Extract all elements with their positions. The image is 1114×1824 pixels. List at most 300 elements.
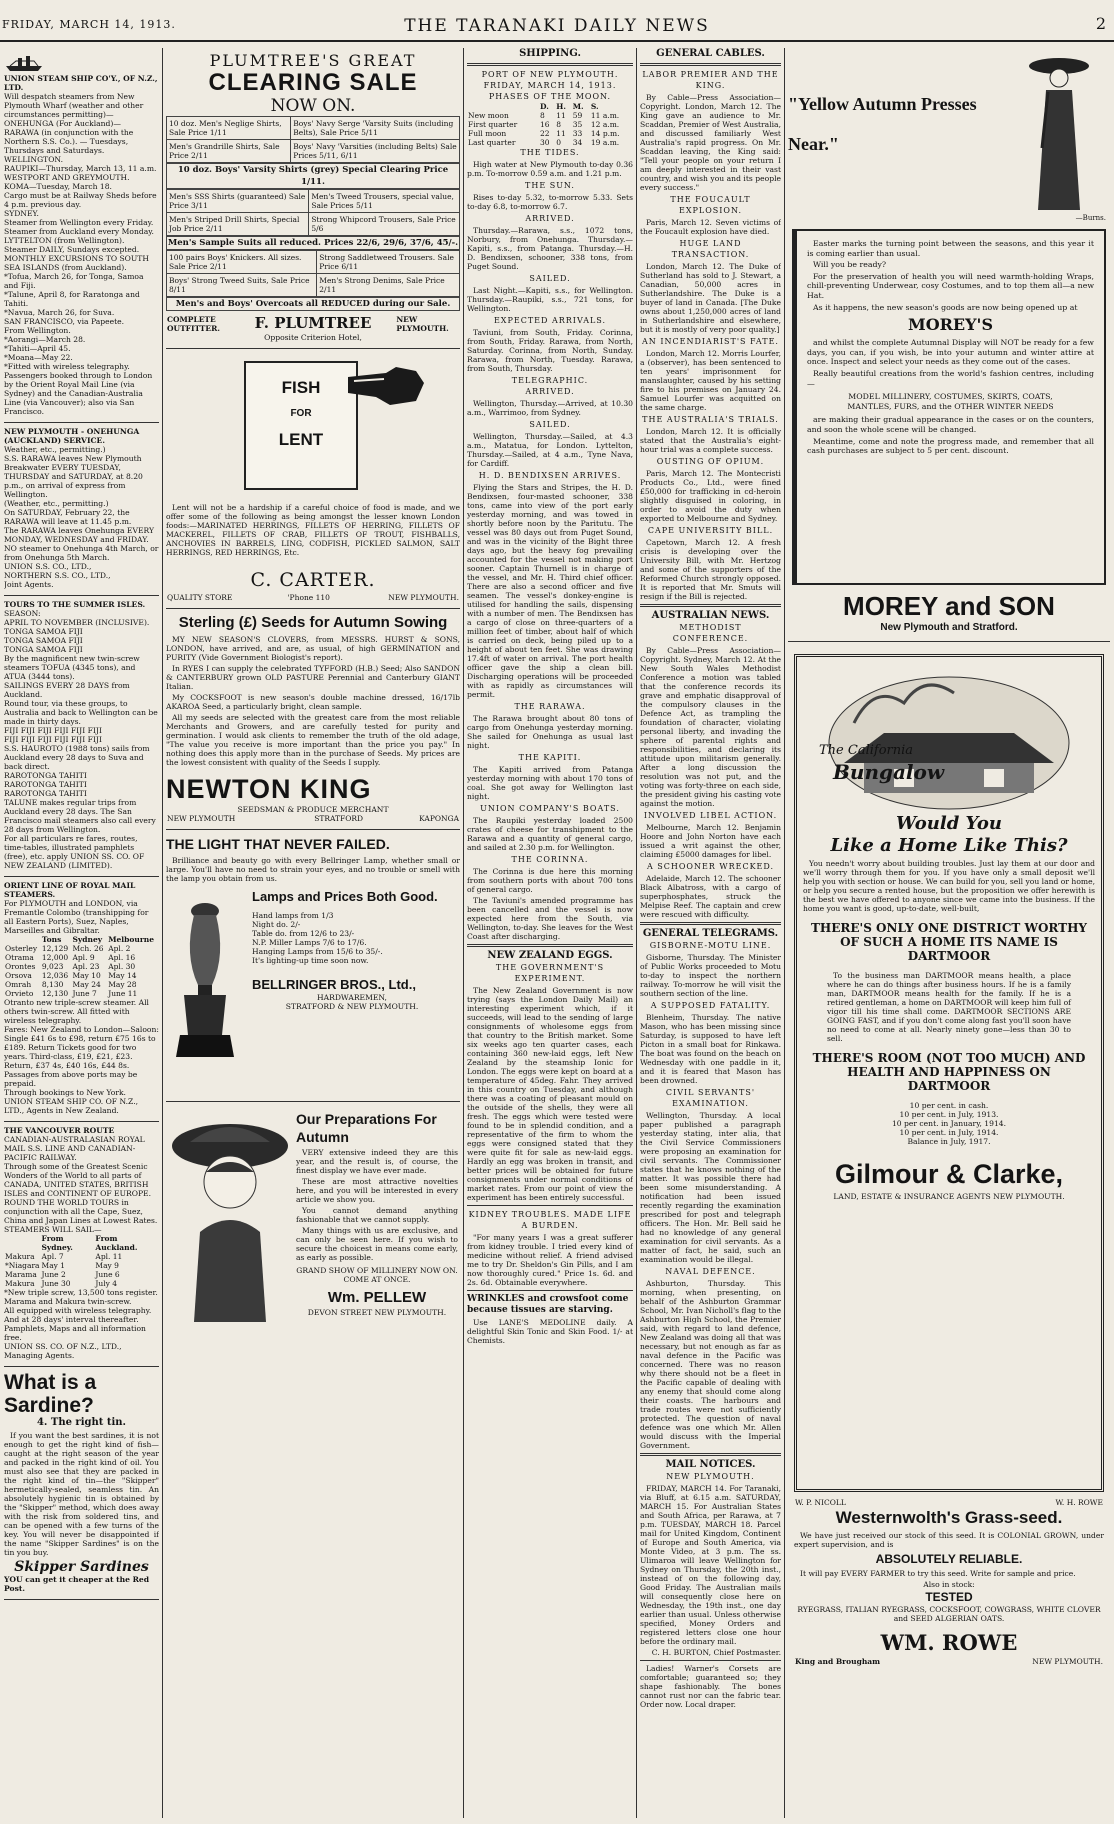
sailed-title: SAILED. bbox=[529, 274, 571, 283]
morey-ad-box bbox=[792, 229, 1106, 585]
orient-row-cell: Osterley bbox=[5, 944, 38, 953]
orient-row bbox=[4, 953, 159, 962]
onehunga-line: NORTHERN S.S. CO., LTD., bbox=[4, 571, 111, 580]
orient-row bbox=[4, 944, 159, 953]
morey-paragraph-6: Really beautiful creations from the world's fashion centres, including— bbox=[807, 368, 1094, 388]
civil-body: Wellington, Thursday. A local paper published a paragraph yesterday stating, inter alia, that the Civil Service Commissioners were proposing an examination for civil servants. The Commissioner states that he knows nothing of the matter. It was possible there had been some misunderstanding. A notification had been issued recently regarding the examination prescribed for post and telegraph officers. The Hon. Mr. Bell said he had no knowledge of any general examination for civil servants. As a matter of fact, he said, such an examination would be illegal. bbox=[640, 1111, 781, 1264]
australian-news-head: AUSTRALIAN NEWS. bbox=[651, 610, 770, 621]
orient-row-cell: Apl. 30 bbox=[108, 962, 136, 971]
land-title: HUGE LAND TRANSACTION. bbox=[671, 239, 750, 259]
rowe-address-left: King and Brougham bbox=[795, 1657, 881, 1666]
woman-figure-illustration bbox=[1024, 52, 1094, 212]
newton-king-town: STRATFORD bbox=[314, 814, 364, 823]
union-line: LYTTELTON (from Wellington). bbox=[4, 236, 125, 245]
orient-row-cell: 9,023 bbox=[41, 962, 64, 971]
wrinkles-title: WRINKLES and crowsfoot come because tissues are starving. bbox=[467, 1294, 629, 1315]
mail-body: FRIDAY, MARCH 14. For Taranaki, via Bluff, at 6.15 a.m. SATURDAY, MARCH 15. For Australian States and South Africa, per Rarawa, at 7 p.m. TUESDAY, MARCH 18. Parcel mail for United Kingdom, Continent of Europe and South America, via Monte Video, at 3 p.m. The ss. Ulimaroa will leave Wellington for Sydney on Thursday, the 20th inst., instead of on the following day, Good Friday. The Australian mails will consequently close here on Wednesday, the 19th inst., one day earlier than usual. Unless otherwise specified, Money Orders and registered letters close one hour before the ordinary mail. bbox=[640, 1484, 781, 1646]
lamp-price-line: Night do. 2/- bbox=[252, 920, 301, 929]
carter-phone: 'Phone 110 bbox=[287, 593, 330, 602]
plumtree-price-row-cell: Men's Grandrille Shirts, Sale Price 2/11 bbox=[167, 140, 291, 163]
morey-list: MODEL MILLINERY, COSTUMES, SKIRTS, COATS, MANTLES, FURS, and the OTHER WINTER NEEDS bbox=[847, 392, 1054, 411]
lamps-price-list bbox=[252, 911, 452, 965]
bendixsen-body: Flying the Stars and Stripes, the H. D. Bendixsen, four-masted schooner, 338 tons, came into view of the port early yesterday morning, and was towed in shortly before noon by the Paritutu. The vessel was 80 days out from Puget Sound, and was in the vicinity of the Bight three days ago, but the heavy fog prevailing accounted for the vessel not making port sooner. Captain Thurnell is in charge of the vessel, and Mr. H. Third chief officer. There are also a second officer and five seamen. The vessel's donkey-engine is utilised for handling the sails, dispensing with a number of men. The Bendixsen has a cargo of close on three-quarters of a million feet of timber, about half of which is carried on deck, being piled up to a height of about ten feet. She was drawing 17.4ft of water on arrival. The port health officer gave the ship a clean bill. Discharging operations will be proceeded with as rapidly as circumstances will permit. bbox=[467, 483, 633, 699]
fatality-body: Blenheim, Thursday. The native Mason, who has been missing since Saturday, is supposed to have left Picton in a small boat for Rinkawa. The boat was found on the beach on Wednesday with one paddle in it, and it is feared that Mason has been drowned. bbox=[640, 1013, 781, 1085]
tours-line: FIJI FIJI FIJI FIJI FIJI FIJI bbox=[4, 726, 102, 735]
plumtree-special: 10 doz. Boys' Varsity Shirts (grey) Special Clearing Price 1/11. bbox=[166, 163, 460, 189]
tours-line: RAROTONGA TAHITI bbox=[4, 789, 87, 798]
vancouver-row-cell: May 9 bbox=[95, 1261, 119, 1270]
orient-row-cell: Orontes bbox=[5, 962, 36, 971]
union-line: SAN FRANCISCO, via Papeete. bbox=[4, 317, 125, 326]
sardine-foot: YOU can get it cheaper at the Red Post. bbox=[4, 1575, 150, 1593]
sardine-ad bbox=[4, 1367, 159, 1600]
vancouver-sailings-table bbox=[4, 1234, 159, 1288]
orient-row bbox=[4, 962, 159, 971]
labor-body: By Cable—Press Association—Copyright. London, March 12. The King gave an audience to Mr. Scaddan, Premier of West Australia, and discussed familiarly West Australia's rapid progress. On Mr. Scaddan leaving, the King said: "Tell your people on your return I am deeply interested in their vast country, and wish you and its people every success." bbox=[640, 93, 781, 192]
plumtree-price-row-cell: Men's Striped Drill Shirts, Special Job Price 2/11 bbox=[167, 213, 309, 236]
arrived-body: Thursday.—Rarawa, s.s., 1072 tons, Norbury, from Onehunga. Thursday.—Kapiti, s.s., from Patanga. Thursday.—H. D. Bendixsen, schooner, 338 tons, from Puget Sound. bbox=[467, 226, 633, 271]
orient-sailings-table bbox=[4, 935, 159, 998]
onehunga-line: The RARAWA leaves Onehunga EVERY MONDAY, WEDNESDAY and FRIDAY. bbox=[4, 526, 154, 544]
orient-row-cell: Apl. 16 bbox=[108, 953, 136, 962]
rowe-address-right: NEW PLYMOUTH. bbox=[1032, 1657, 1103, 1666]
moon-phase-row-cell: 11 bbox=[556, 111, 566, 120]
lamp-price-line: Table do. from 12/6 to 23/- bbox=[252, 929, 355, 938]
orient-row bbox=[4, 989, 159, 998]
morey-name: MOREY'S bbox=[907, 315, 993, 335]
dartmoor-term-line: 10 per cent. in January, 1914. bbox=[891, 1119, 1007, 1128]
dartmoor-term-line: 10 per cent. in July, 1913. bbox=[899, 1110, 999, 1119]
plumtree-price-row bbox=[167, 251, 460, 274]
fish-word-1: FISH bbox=[281, 378, 321, 397]
taviuni-body: The Taviuni's amended programme has been cancelled and the vessel is now expected here from the South, via Wellington, to-day. She leaves for the West Coast after discharging. bbox=[467, 896, 633, 941]
plumtree-price-row-cell: Boys' Navy 'Varsities (including Belts) Sale Prices 5/11, 6/11 bbox=[291, 140, 460, 163]
rowe-also: Also in stock: bbox=[923, 1580, 975, 1589]
dartmoor-body: To the business man DARTMOOR means health, a place where he can do things after business hours. If he is a family man, DARTMOOR means health for the family. If he is a retired gentleman, a home on DARTMOOR will keep him full of vigor till his time shall come. DARTMOOR SECTIONS ARE GOING FAST, and if you don't come along fast you'll soon have no need to come at all. Nearly ninety gone—less than 30 to sell. bbox=[827, 971, 1071, 1043]
vancouver-note: *New triple screw, 13,500 tons register. Marama and Makura twin-screw. bbox=[4, 1288, 158, 1306]
onehunga-title: NEW PLYMOUTH - ONEHUNGA (AUCKLAND) SERVICE. bbox=[4, 427, 140, 445]
bungalow-illustration bbox=[824, 663, 1074, 813]
tours-line: RAROTONGA TAHITI bbox=[4, 780, 87, 789]
tours-lines bbox=[4, 609, 159, 870]
tele-arrived-body: Wellington, Thursday.—Arrived, at 10.30 a.m., Warrimoo, from Sydney. bbox=[467, 399, 633, 417]
kapiti-title: THE KAPITI. bbox=[518, 753, 582, 762]
vancouver-row-cell: Apl. 11 bbox=[95, 1252, 123, 1261]
union-line: *Aorangi—March 28. bbox=[4, 335, 86, 344]
naval-title: NAVAL DEFENCE. bbox=[665, 1267, 756, 1276]
bungalow-script-2: Bungalow bbox=[833, 760, 945, 784]
column-rule bbox=[784, 48, 785, 1818]
moon-phase-row bbox=[467, 111, 633, 120]
methodist-body: By Cable—Press Association—Copyright. Sydney, March 12. At the New South Wales Methodist Conference a motion was tabled that the conference records its grave and emphatic disapproval of the compulsory clauses in the Defence Act, as trampling the foundation of character, violating personal liberty, and invading the sphere of parental rights and responsibilities, and declaring its attitude upon militarism generally. After a long discussion the resolution was not put, and the voting was forty-three on each side, the president giving his casting vote against the motion. bbox=[640, 646, 781, 808]
pellew-millinery-ad bbox=[166, 1102, 460, 1362]
onehunga-service-ad bbox=[4, 423, 159, 596]
orient-row-cell: May 24 bbox=[72, 980, 101, 989]
union-lines bbox=[4, 92, 159, 416]
port-heading: PORT OF NEW PLYMOUTH. bbox=[481, 70, 619, 79]
seeds-title: Sterling (£) Seeds for Autumn Sowing bbox=[178, 614, 448, 631]
vancouver-lines bbox=[4, 1135, 159, 1234]
corset-ad: Ladies! Warner's Corsets are comfortable; guaranteed so; they shape fashionably. The bones cannot rust nor can the fabric tear. Order now. Local draper. bbox=[640, 1664, 781, 1709]
carter-left: QUALITY STORE bbox=[167, 593, 233, 602]
mail-notices-head: MAIL NOTICES. bbox=[665, 1459, 756, 1470]
plumtree-price-row-cell: Men's Tweed Trousers, special value, Sale Prices 5/11 bbox=[309, 190, 460, 213]
union-line: RARAWA (in conjunction with the Northern S.S. Co.). — Tuesdays, Thursdays and Saturdays. bbox=[4, 128, 134, 155]
union-boats-title: UNION COMPANY'S BOATS. bbox=[480, 804, 620, 813]
orient-line: For PLYMOUTH and LONDON, via Fremantle Colombo (transhipping for all Eastern Ports), Suez, Naples, Marseilles and Gibraltar. bbox=[4, 899, 149, 935]
rowe-title: Westernwolth's Grass-seed. bbox=[835, 1508, 1063, 1527]
tours-line: By the magnificent new twin-screw steamers TOFUA (4345 tons), and ATUA (3444 tons). bbox=[4, 654, 140, 681]
steamship-icon bbox=[4, 52, 44, 72]
gisborne-body: Gisborne, Thursday. The Minister of Public Works proceeded to Motu to-day to inspect the northern railway. To-morrow he will visit the southern section of the line. bbox=[640, 953, 781, 998]
light-body: Brilliance and beauty go with every Bellringer Lamp, whether small or large. You'll have no need to strain your eyes, and no trouble or smell with the lamp you obtain from us. bbox=[166, 856, 460, 883]
morey-paragraph-1: Easter marks the turning point between the seasons, and this year it is coming earlier than usual. bbox=[807, 239, 1094, 258]
rarawa-title: THE RARAWA. bbox=[514, 702, 586, 711]
vancouver-route-ad bbox=[4, 1122, 159, 1367]
moon-column-header: M. bbox=[572, 102, 584, 111]
sun-title: THE SUN. bbox=[525, 181, 575, 190]
morey-paragraph-4: As it happens, the new season's goods are now being opened up at bbox=[813, 302, 1078, 312]
summer-isles-ad bbox=[4, 596, 159, 877]
moon-column-header: S. bbox=[590, 102, 599, 111]
bungalow-question-2: Like a Home Like This? bbox=[830, 835, 1068, 856]
moon-phase-row-cell: 22 bbox=[540, 129, 550, 138]
dartmoor-terms bbox=[803, 1101, 1095, 1146]
autumn-credit: —Burns. bbox=[1075, 214, 1106, 222]
vancouver-row-cell: Marama bbox=[5, 1270, 37, 1279]
plumtree-price-row bbox=[167, 140, 460, 163]
eggs-subtitle: THE GOVERNMENT'S EXPERIMENT. bbox=[495, 963, 605, 983]
fish-card bbox=[244, 361, 358, 490]
pellew-name: Wm. PELLEW bbox=[327, 1289, 427, 1306]
union-title: UNION STEAM SHIP CO'Y., OF N.Z., LTD. bbox=[4, 74, 158, 92]
masthead-date: FRIDAY, MARCH 14, 1913. bbox=[2, 18, 176, 31]
pellew-paragraph-3: You cannot demand anything fashionable that we cannot supply. bbox=[296, 1206, 458, 1224]
morey-signature: MOREY and SON bbox=[843, 591, 1055, 621]
rowe-reliable: ABSOLUTELY RELIABLE. bbox=[875, 1552, 1023, 1566]
autumn-title: "Yellow Autumn Presses Near." bbox=[788, 94, 977, 154]
fish-word-2: FOR bbox=[290, 408, 312, 419]
naval-body: Ashburton, Thursday. This morning, when presenting, on behalf of the Ashburton Grammar School, Mr. Ivan Nicholl's flag to the Ashburton High School, the Premier said, with regard to land defence, New Zealand was doing all that was necessary, but not enough as far as naval defence in the Pacific was concerned. There was no reason why there should not be a fleet in the Pacific capable of dealing with any enemy that should come along their coasts. The harbours and trade routes were not sufficiently protected. The question of naval defence was one which Mr. Allen would discuss with the Imperial Government. bbox=[640, 1279, 781, 1450]
moon-phase-row-cell: 14 p.m. bbox=[590, 129, 620, 138]
rowe-grass-seed-ad bbox=[794, 1498, 1104, 1666]
orient-row-cell: Apl. 2 bbox=[108, 944, 131, 953]
kidney-title: KIDNEY TROUBLES. MADE LIFE A BURDEN. bbox=[468, 1210, 632, 1230]
cape-title: CAPE UNIVERSITY BILL. bbox=[647, 526, 774, 535]
lamp-illustration bbox=[170, 895, 240, 1065]
tours-line: TALUNE makes regular trips from Auckland every 28 days. The San Francisco mail steamers also call every 28 days from Wellington. bbox=[4, 798, 156, 834]
pellew-title: Our Preparations For Autumn bbox=[296, 1111, 437, 1145]
vancouver-row-cell: Apl. 7 bbox=[41, 1252, 64, 1261]
plumtree-price-table-1 bbox=[166, 116, 460, 163]
union-line: *Moana—May 22. bbox=[4, 353, 73, 362]
bungalow-question-1: Would You bbox=[896, 813, 1002, 834]
tours-line: S.S. HAUROTO (1988 tons) sails from Auckland every 28 days to Suva and back direct. bbox=[4, 744, 150, 771]
vancouver-line: STEAMERS WILL SAIL— bbox=[4, 1225, 102, 1234]
tours-title: TOURS TO THE SUMMER ISLES. bbox=[4, 600, 146, 609]
union-line: KOMA—Tuesday, March 18. bbox=[4, 182, 112, 191]
orient-column-header: Melbourne bbox=[108, 935, 155, 944]
autumn-illustration-block bbox=[788, 48, 1110, 223]
union-line: *Tofua, March 26, for Tonga, Samoa and Fiji. bbox=[4, 272, 144, 290]
cables-section-head: GENERAL CABLES. bbox=[656, 48, 765, 59]
pellew-show: GRAND SHOW OF MILLINERY NOW ON. COME AT ONCE. bbox=[296, 1266, 458, 1284]
masthead bbox=[0, 0, 1114, 42]
lady-in-hat-illustration bbox=[170, 1112, 290, 1322]
corinna-body: The Corinna is due here this morning from southern ports with about 700 tons of general cargo. bbox=[467, 867, 633, 894]
mail-subtitle: NEW PLYMOUTH. bbox=[666, 1472, 755, 1481]
orient-row-cell: May 14 bbox=[108, 971, 137, 980]
vancouver-note: Pamphlets, Maps and all information free. bbox=[4, 1324, 146, 1342]
bungalow-script-1: The California bbox=[819, 743, 914, 758]
orient-row-cell: Otrama bbox=[5, 953, 34, 962]
wrecked-title: A SCHOONER WRECKED. bbox=[646, 862, 775, 871]
orient-column-header: Sydney bbox=[72, 935, 103, 944]
union-line: Passengers booked through to London by the Orient Royal Mail Line (via Sydney) and the Canadian-Australia Line (via Vancouver); also via San Francisco. bbox=[4, 371, 153, 416]
moon-phase-row-cell: New moon bbox=[468, 111, 509, 120]
pointing-hand-icon bbox=[346, 353, 426, 423]
plumtree-title-1: PLUMTREE'S GREAT bbox=[209, 51, 417, 70]
tours-line: APRIL TO NOVEMBER (INCLUSIVE). bbox=[4, 618, 150, 627]
moon-phase-row bbox=[467, 120, 633, 129]
plumtree-price-row-cell: 100 pairs Boys' Knickers. All sizes. Sale Price 2/11 bbox=[167, 251, 317, 274]
tele-sailed-body: Wellington, Thursday.—Sailed, at 4.3 a.m., Matatua, for London. Lyttelton, Thursday.—Sailed, at 4 a.m., Tyne Nava, for Cardiff. bbox=[467, 432, 633, 468]
orient-row-cell: Omrah bbox=[5, 980, 32, 989]
foucault-body: Paris, March 12. Seven victims of the Foucault explosion have died. bbox=[640, 218, 781, 236]
vancouver-row bbox=[4, 1279, 159, 1288]
tides-body: High water at New Plymouth to-day 0.36 p.m. To-morrow 0.59 a.m. and 1.21 p.m. bbox=[467, 160, 633, 178]
orient-row-cell: May 10 bbox=[72, 971, 101, 980]
dartmoor-term-line: 10 per cent. in July, 1914. bbox=[899, 1128, 999, 1137]
cape-body: Capetown, March 12. A fresh crisis is developing over the University Bill, with Mr. Hertzog and some of the supporters of the Reformed Church strongly opposed. It is reported that Mr. Smuts will resign if the Bill is rejected. bbox=[640, 538, 781, 601]
plumtree-overcoats: Men's and Boys' Overcoats all REDUCED during our Sale. bbox=[166, 297, 460, 311]
mail-signature: C. H. BURTON, Chief Postmaster. bbox=[651, 1648, 781, 1657]
gilmour-name: Gilmour & Clarke, bbox=[834, 1159, 1064, 1189]
bellringer-towns: STRATFORD & NEW PLYMOUTH. bbox=[285, 1002, 419, 1011]
tours-line: Round tour, via these groups, to Australia and back to Wellington can be made in thirty days. bbox=[4, 699, 158, 726]
lamp-price-line: It's lighting-up time soon now. bbox=[252, 956, 369, 965]
expected-body: Taviuni, from South, Friday. Corinna, from South, Friday. Rarawa, from North, Saturday. Corinna, from North, Sunday. Rarawa, from North, Tuesday. Rarawa, from South, Thursday. bbox=[467, 328, 633, 373]
vancouver-line: CANADIAN-AUSTRALASIAN ROYAL MAIL S.S. LINE AND CANADIAN-PACIFIC RAILWAY. bbox=[4, 1135, 145, 1162]
gisborne-title: GISBORNE-MOTU LINE. bbox=[649, 941, 772, 950]
plumtree-left: COMPLETE OUTFITTER. bbox=[167, 315, 220, 333]
tours-line: SAILINGS EVERY 28 DAYS from Auckland. bbox=[4, 681, 130, 699]
seeds-ad bbox=[166, 609, 460, 830]
gilmour-sub: LAND, ESTATE & INSURANCE AGENTS NEW PLYMOUTH. bbox=[833, 1192, 1065, 1201]
libel-title: INVOLVED LIBEL ACTION. bbox=[643, 811, 778, 820]
moon-phase-row-cell: 33 bbox=[572, 129, 583, 138]
morey-towns: New Plymouth and Stratford. bbox=[880, 622, 1018, 633]
dartmoor-ad-box bbox=[794, 654, 1104, 1492]
onehunga-line: Weather, etc., permitting.) bbox=[4, 445, 106, 454]
moon-column-header: D. bbox=[540, 102, 549, 111]
bungalow-body: You needn't worry about building troubles. Just lay them at our door and we'll worry through them for you. If you have only a small deposit we'll help you with section or house. We can build for you, sell you land or home, or help you secure a rented house, but the proposition we offer herewith is the best we have offered to anyone since we came into the business. If the home you want is good, up-to-date, well-built, bbox=[803, 859, 1095, 913]
eggs-title: NEW ZEALAND EGGS. bbox=[487, 950, 613, 961]
tours-line: For all particulars re fares, routes, time-tables, illustrated pamphlets (free), etc. apply UNION SS. CO. OF NEW ZEALAND (LIMITED). bbox=[4, 834, 145, 870]
lamps-title: Lamps and Prices Both Good. bbox=[252, 889, 438, 904]
plumtree-price-row bbox=[167, 274, 460, 297]
union-line: WELLINGTON. bbox=[4, 155, 64, 164]
moon-phase-row-cell: 35 bbox=[572, 120, 583, 129]
union-line: Cargo must be at Railway Sheds before 4 p.m. previous day. bbox=[4, 191, 157, 209]
moon-phase-row-cell: 11 a.m. bbox=[590, 111, 620, 120]
orient-row-cell: 12,000 bbox=[41, 953, 69, 962]
rowe-list: RYEGRASS, ITALIAN RYEGRASS, COCKSFOOT, COWGRASS, WHITE CLOVER and SEED ALGERIAN OATS. bbox=[797, 1605, 1101, 1623]
moon-title: PHASES OF THE MOON. bbox=[488, 92, 612, 101]
orient-row-cell: 12,036 bbox=[41, 971, 69, 980]
moon-phase-row-cell: 30 bbox=[540, 138, 550, 147]
plumtree-price-table-3 bbox=[166, 250, 460, 297]
arrived-title: ARRIVED. bbox=[525, 214, 575, 223]
sailed-body: Last Night.—Kapiti, s.s., for Wellington. Thursday.—Raupiki, s.s., 721 tons, for Wellington. bbox=[467, 286, 633, 313]
tours-line: FIJI FIJI FIJI FIJI FIJI FIJI bbox=[4, 735, 102, 744]
moon-phase-row-cell: First quarter bbox=[468, 120, 518, 129]
vancouver-row-cell: Makura bbox=[5, 1252, 35, 1261]
plumtree-price-row bbox=[167, 213, 460, 236]
vancouver-title: THE VANCOUVER ROUTE bbox=[4, 1126, 115, 1135]
telegraphic-title: TELEGRAPHIC. bbox=[511, 376, 589, 385]
plumtree-price-row bbox=[167, 190, 460, 213]
tours-line: TONGA SAMOA FIJI bbox=[4, 636, 83, 645]
vancouver-column-header: From Sydney. bbox=[41, 1234, 73, 1252]
onehunga-line: NO steamer to Onehunga 4th March, or from Onehunga 5th March. bbox=[4, 544, 159, 562]
pellew-paragraph-4: Many things with us are exclusive, and can only be seen here. If you wish to secure the choicest in means come early, as early as possible. bbox=[296, 1226, 458, 1262]
fish-body: Lent will not be a hardship if a careful choice of food is made, and we offer some of the following as being amongst the lesser known London foods:—MARINATED HERRINGS, FILLETS OF HERRING, FILLETS OF MACKEREL, FILLETS OF CRAB, FILLETS OF TROUT, FISHBALLS, ANCHOVIES IN BARRELS, LING, CODFISH, PICKLED SALMON, SALT HERRINGS, RED HERRINGS, Etc. bbox=[166, 503, 460, 557]
carter-right: NEW PLYMOUTH. bbox=[388, 593, 459, 602]
dartmoor-heading-2: THERE'S ROOM (NOT TOO MUCH) AND HEALTH AND HAPPINESS ON DARTMOOR bbox=[812, 1051, 1086, 1093]
libel-body: Melbourne, March 12. Benjamin Hoore and John Norton have each issued a writ against the other, claiming £5000 damages for libel. bbox=[640, 823, 781, 859]
vancouver-column-header: From Auckland. bbox=[95, 1234, 138, 1252]
column-display-ads bbox=[788, 48, 1110, 1818]
incendiary-body: London, March 12. Morris Lourfer, a (observer), has been sentenced to ten years' imprisonment for manslaughter, caused by his setting fire to his premises on January 24. Samuel Lourfer was acquitted on the same charge. bbox=[640, 349, 781, 412]
column-shipping-ads bbox=[4, 48, 159, 1818]
lamp-price-line: N.P. Miller Lamps 7/6 to 17/6. bbox=[252, 938, 367, 947]
sardine-body: If you want the best sardines, it is not enough to get the right kind of fish—caught at the right season of the year and packed in the right kind of oil. You must also see that they are packed in the right kind of tin—the "Skipper" hermetically-sealed, seamless tin. An absolutely hygienic tin is obtained by the "Skipper" method, which does away with the risk from soldered tins, and can be opened with a few turns of the key. You will never be disappointed if the name "Skipper Sardines" is on the tin you buy. bbox=[4, 1431, 159, 1557]
moon-phase-row-cell: 16 bbox=[540, 120, 550, 129]
corinna-title: THE CORINNA. bbox=[511, 855, 589, 864]
newton-king-sub: SEEDSMAN & PRODUCE MERCHANT bbox=[237, 805, 389, 814]
moon-phases-table bbox=[467, 102, 633, 147]
union-line: ONEHUNGA (For Auckland)— bbox=[4, 119, 121, 128]
morey-paragraph-2: Will you be ready? bbox=[813, 260, 887, 270]
foucault-title: THE FOUCAULT EXPLOSION. bbox=[670, 195, 751, 215]
sardine-subtitle: 4. The right tin. bbox=[36, 1417, 127, 1428]
onehunga-lines bbox=[4, 445, 159, 589]
orient-row-cell: Mch. 26 bbox=[72, 944, 104, 953]
orient-note: UNION STEAM SHIP CO. OF N.Z., LTD., Agents in New Zealand. bbox=[4, 1097, 139, 1115]
plumtree-title-3: NOW ON. bbox=[270, 96, 356, 116]
tours-line: RAROTONGA TAHITI bbox=[4, 771, 87, 780]
column-rule bbox=[162, 48, 163, 1818]
rowe-name: WM. ROWE bbox=[880, 1630, 1018, 1655]
tele-arrived-title: ARRIVED. bbox=[525, 387, 575, 396]
union-steamship-ad bbox=[4, 48, 159, 423]
orient-lines bbox=[4, 899, 159, 935]
labor-title: LABOR PREMIER AND THE KING. bbox=[642, 70, 779, 90]
carter-name: C. CARTER. bbox=[250, 569, 376, 591]
civil-title: CIVIL SERVANTS' EXAMINATION. bbox=[665, 1088, 756, 1108]
column-shipping-news bbox=[467, 48, 633, 1818]
shipping-section-head: SHIPPING. bbox=[519, 48, 581, 59]
orient-after bbox=[4, 998, 159, 1115]
onehunga-line: On SATURDAY, February 22, the RARAWA will leave at 11.45 p.m. bbox=[4, 508, 132, 526]
rarawa-body: The Rarawa brought about 80 tons of cargo from Onehunga yesterday morning. She sailed for Onehunga as usual last night. bbox=[467, 714, 633, 750]
bendixsen-title: H. D. BENDIXSEN ARRIVES. bbox=[478, 471, 622, 480]
dartmoor-term-line: 10 per cent. in cash. bbox=[909, 1101, 989, 1110]
union-line: From Wellington. bbox=[4, 326, 71, 335]
orient-note: Through bookings to New York. bbox=[4, 1088, 126, 1097]
union-line: *Fitted with wireless telegraphy. bbox=[4, 362, 130, 371]
eggs-body: The New Zealand Government is now trying (says the London Daily Mail) an interesting experiment which, if it succeeds, will lead to the sending of large consignments of wholesome eggs from that country to the British market. Some six weeks ago ten quarter cases, each containing 360 new-laid eggs, left New Zealand by the steamship Ionic for London. The eggs were kept on board at a temperature of 45deg. Fahr. They arrived in this country on Tuesday, and although there was a coating of pleasant mould on the outside of the shells, they were all fresh. The eggs which were tested were found to be in splendid condition, and a representative of the firm to whom the eggs were consigned stated that they were quite fit for sale as new-laid eggs. Hardly an egg was broken in transit, and better prices will be obtained for future consignments under normal conditions of market rates. From our point of view the experiment has been entirely successful. bbox=[467, 986, 633, 1202]
orient-note: Fares: New Zealand to London—Saloon: Single £41 6s to £98, return £75 16s to £189. Return Tickets good for two years. Third-class, £19, £21, £23. Return, £37 4s, £40 16s, £44 8s. bbox=[4, 1025, 159, 1070]
onehunga-line: S.S. RARAWA leaves New Plymouth Breakwater EVERY TUESDAY, THURSDAY and SATURDAY, at 8.20 p.m., on arrival of express from Wellington. bbox=[4, 454, 143, 499]
expected-title: EXPECTED ARRIVALS. bbox=[493, 316, 607, 325]
morey-paragraph-5: and whilst the complete Autumnal Display will NOT be ready for a few days, you can, if you wish, be into your autumn and winter attire at once. Inspect and select your needs as they come out of the cases. bbox=[807, 338, 1094, 367]
incendiary-title: AN INCENDIARIST'S FATE. bbox=[642, 337, 779, 346]
masthead-title: THE TARANAKI DAILY NEWS bbox=[404, 16, 710, 36]
moon-phase-row-cell: 11 bbox=[556, 129, 566, 138]
plumtree-price-table-2 bbox=[166, 189, 460, 236]
rowe-left: W. P. NICOLL bbox=[795, 1498, 846, 1507]
plumtree-address: Opposite Criterion Hotel, bbox=[264, 333, 362, 342]
orient-row bbox=[4, 971, 159, 980]
tele-sailed-title: SAILED. bbox=[529, 420, 571, 429]
seeds-paragraph-3: My COCKSFOOT is new season's double machine dressed, 16/17lb AKAROA Seed, a particularly bright, clean sample. bbox=[166, 693, 460, 711]
opium-body: Paris, March 12. The Montecristi Products Co., Ltd., were fined £50,000 for trafficking in cd-heroin slightly disguised in coloring, in order to avoid the duty when exported to Melbourne and Sydney. bbox=[640, 469, 781, 523]
moon-phase-row-cell: 8 bbox=[556, 120, 562, 129]
vancouver-row-cell: May 1 bbox=[41, 1261, 66, 1270]
kapiti-body: The Kapiti arrived from Patanga yesterday morning with about 170 tons of coal. She got away for Wellington last night. bbox=[467, 765, 633, 801]
rowe-tested: TESTED bbox=[925, 1590, 973, 1604]
plumtree-price-row-cell: Strong Whipcord Trousers, Sale Price 5/6 bbox=[309, 213, 460, 236]
union-line: Steamer from Auckland every Monday. bbox=[4, 227, 154, 236]
newton-king-town: KAPONGA bbox=[419, 814, 459, 823]
page-number: 2 bbox=[1095, 14, 1106, 33]
moon-phase-row-cell: 34 bbox=[572, 138, 583, 147]
union-line: *Navua, March 26, for Suva. bbox=[4, 308, 115, 317]
opium-title: OUSTING OF OPIUM. bbox=[656, 457, 765, 466]
orient-column-header: Tons bbox=[41, 935, 62, 944]
land-body: London, March 12. The Duke of Sutherland has sold to J. Stewart, a Canadian, 50,000 acres in Sutherlandshire. The Duke is a buyer of land in Canada. [The Duke owns about 1,250,000 acres of land in Sutherlandshire and elsewhere, but it is mostly of very poor quality.] bbox=[640, 262, 781, 334]
plumtree-price-row-cell: Strong Saddletweed Trousers. Sale Price 6/11 bbox=[317, 251, 460, 274]
onehunga-line: UNION S.S. CO., LTD., bbox=[4, 562, 92, 571]
moon-phase-row bbox=[467, 129, 633, 138]
orient-note: Otranto new triple-screw steamer. All others twin-screw. All fitted with wireless telegraphy. bbox=[4, 998, 149, 1025]
seeds-paragraph-4: All my seeds are selected with the greatest care from the most reliable Merchants and Growers, and are carefully tested for purity and germination. I would ask clients to remember the truth of the old adage, "The value you receive is more important than the price you pay." In nothing does this apply more than in the purchase of Seeds. My prices are the lowest consistent with quality of the Seeds I supply. bbox=[166, 713, 460, 767]
orient-title: ORIENT LINE OF ROYAL MAIL STEAMERS. bbox=[4, 881, 136, 899]
tides-title: THE TIDES. bbox=[520, 148, 580, 157]
moon-phase-row bbox=[467, 138, 633, 147]
orient-row-cell: Apl. 23 bbox=[72, 962, 100, 971]
bellringer-sub: HARDWAREMEN, bbox=[317, 993, 387, 1002]
plumtree-name: F. PLUMTREE bbox=[254, 314, 372, 332]
union-line: *Talune, April 8, for Raratonga and Tahiti. bbox=[4, 290, 140, 308]
orient-row-cell: June 7 bbox=[72, 989, 97, 998]
tours-line: SEASON: bbox=[4, 609, 41, 618]
morey-paragraph-3: For the preservation of health you will need warmth-holding Wraps, chill-preventing Underwear, cosy Costumes, and to top them all—a new Hat. bbox=[807, 271, 1094, 300]
moon-phase-row-cell: 8 bbox=[540, 111, 545, 120]
column-cables bbox=[640, 48, 781, 1818]
moon-phase-row-cell: Last quarter bbox=[468, 138, 516, 147]
lamp-price-line: Hanging Lamps from 15/6 to 35/-. bbox=[252, 947, 383, 956]
union-line: Steamer from Wellington every Friday. bbox=[4, 218, 154, 227]
union-line: RAUPIKI—Thursday, March 13, 11 a.m. bbox=[4, 164, 157, 173]
sardine-title: What is a Sardine? bbox=[4, 1371, 97, 1417]
union-line: Will despatch steamers from New Plymouth Wharf (weather and other circumstances permitting)— bbox=[4, 92, 144, 119]
union-line: Steamer DAILY, Sundays excepted. bbox=[4, 245, 140, 254]
column-rule bbox=[636, 48, 637, 1818]
onehunga-line: Joint Agents. bbox=[4, 580, 54, 589]
